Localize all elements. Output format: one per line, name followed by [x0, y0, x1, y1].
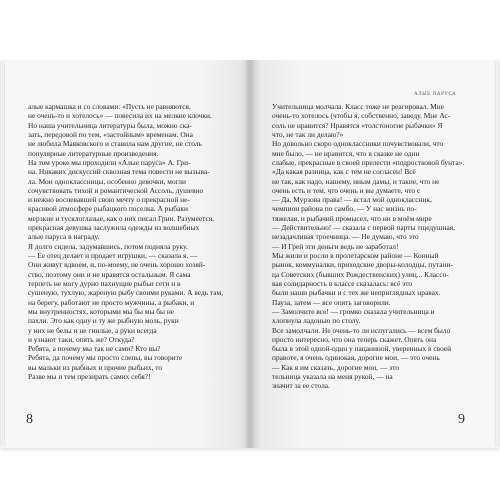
text-line: Разве мы и тем презирать самих себя?! [28, 372, 151, 382]
text-line: ла. Мои одноклассницы, особенно девочки, могли [28, 176, 186, 186]
text-line: терпеть не могу дурно пахнущие рыбьи сети и в [28, 278, 181, 288]
text-line: рынок, коммуналки, приходские дворы-колодцы, путани- [272, 260, 453, 270]
text-line: Но довольно скоро одноклассники почувствовали, что [272, 139, 444, 149]
text-line: слабые, прекрасные в своей прелести «подростковой бунта». [272, 157, 465, 167]
text-line: пахли. Это как одну и ту же рыбную моль, руки [28, 316, 179, 326]
text-line: — Да, Мурзова права! — встал мой одноклассник, [272, 195, 432, 205]
text-line: не любила Маяковского и ставила нам другие, не столь [28, 139, 202, 149]
text-line: На том уроке мы проходили «Алые паруса» А. Гри- [28, 157, 191, 167]
text-line: просто интересно, что она теперь скажет. Опять она [272, 334, 437, 344]
text-line: тяжелая, и рыбачий промысел, что ни в моём мире [272, 213, 432, 223]
text-line: — Ее отец делает и продает игрушки, — сказала я. — [28, 251, 198, 260]
page-number-left: 8 [26, 412, 33, 427]
left-page-text [28, 102, 228, 381]
text-line: тельница указала на меня рукой, — на [272, 372, 393, 382]
text-line: не очень-то и хотелось» — повесила их на мелкие клочки. [28, 111, 212, 121]
running-head-right: АЛЫЕ ПАРУСА [414, 92, 457, 97]
text-line: и узнают таки, опять же? Откуда? [28, 334, 135, 344]
text-line: на. Никаких дискуссий сквозная тема повести не вызыва- [28, 167, 210, 177]
right-page-text [272, 102, 472, 391]
text-line: Учительница молчала. Класс тоже не реагировал. Мне [272, 102, 444, 111]
text-line: Они живут вдвоем, и, по-моему, не очень хорошо хозяй- [28, 260, 206, 270]
text-line: ца Советских (бывших Рождественских) улиц... Классо- [272, 269, 449, 279]
text-line: не так, как надо, нашему, иным дамы, и такие, что не [272, 176, 440, 186]
left-page [6, 60, 246, 448]
right-page [254, 60, 494, 448]
text-line: вы мальки из рыбных и прочие рыбьих, то [28, 362, 163, 372]
text-line: соль не нравится? Нравятся «толстоногие рыбачки» Я [272, 120, 443, 130]
text-line: незадачливая троечница. — Не думаю, что это [272, 232, 419, 242]
text-line: — Действительно! — сказала с первой парты тщедушная, [272, 223, 456, 233]
text-line: — Замолчите все! — громко сказала учительница и [272, 306, 435, 316]
text-line: Но нашa учительница литературы была, можно ска- [28, 120, 192, 130]
text-line: Пауза, затем — все опять заговорили. [272, 297, 391, 307]
book-gutter [246, 60, 254, 448]
text-line: была в этой одной-один у пацаниной, уверенных в своей [272, 344, 452, 354]
text-line: Ребята, да почему мы просто слепы, вы говорите [28, 353, 183, 363]
text-line: популярные литературные произведения. [28, 148, 159, 158]
open-book [0, 60, 500, 448]
text-line: алые паруса в награду. [28, 232, 100, 242]
text-line: что, не так ли делаю?» [272, 129, 344, 139]
text-line: Я долго сидела, задумавшись, потом подняла руку. [28, 241, 188, 251]
text-line: чемпион района по самбо. — У нас жизнь по- [272, 204, 417, 214]
text-line: сочувствовать тихой и романтической Ассоль, душевно [28, 185, 204, 195]
text-line: мне было, — не нравится, что в сказке не одни [272, 148, 420, 158]
text-line: у них не белы и не гнилые, а руки всегда [28, 325, 157, 335]
text-line: на берегу, работают не просто мужчины, а рыбаки, и [28, 297, 195, 307]
page-number-right: 9 [458, 412, 465, 427]
text-line: зать, передовой по тем, «застойным» временам. Она [28, 129, 193, 139]
text-line: — И Грей эти деньги ведь не заработал! [272, 241, 399, 251]
text-line: и нежно воспевавшей свою мечту о прекрасной не- [28, 195, 190, 205]
text-line: красивой атмосфере рыбацкого поселка. А рыбаки [28, 204, 188, 214]
text-line: алые кармашка и со словами: «Пусть не равняются, [28, 102, 191, 111]
text-line: Все замолчали. Не очень-то ли испугались — всем было [272, 325, 451, 335]
text-line: сушеную, тухлую, жареную рыбу своими руками. А ведь там, [28, 288, 224, 298]
text-line: Ребята, а почему мы так не сами? Кто вы? [28, 344, 161, 354]
text-line: «Да какая разница, как с тем не согласен! Всё [272, 167, 416, 177]
text-line: прекрасная девушка заслужила одежды из волшебных [28, 223, 200, 233]
text-line: правоте, я очень одинокая, дорогие мои, — это очень [272, 353, 440, 363]
text-line: мы внутренностях, которыми мы бы мы бы не [28, 306, 175, 316]
text-line: были наши рыбачки и с тех же неприглядных нравах. [272, 288, 441, 298]
text-line: очень есть и тем, что очень и вы думаете, что с [272, 185, 421, 195]
text-line: ство, поэтому они и не нравятся остальным. Я сама [28, 269, 191, 279]
text-line: значит за ее стола. [272, 381, 330, 391]
text-line: хлопнула ладонью по столу. [272, 316, 361, 326]
text-line: мерзкие и тусклоглазые, как о них писал Грин. Разумеется, [28, 213, 215, 223]
text-line: вая солидарность в классе сказалась: всё это [272, 278, 413, 288]
text-line: Мы жили и росли в пролетарском районе — Конный [272, 251, 439, 260]
text-line: — Как я им сказать, дорогие мои, — это [272, 362, 400, 372]
text-line: очень-то хотелось (чтобы я, собственно, заведу. Мне Ас- [272, 111, 451, 121]
page-edges-right [494, 62, 500, 446]
